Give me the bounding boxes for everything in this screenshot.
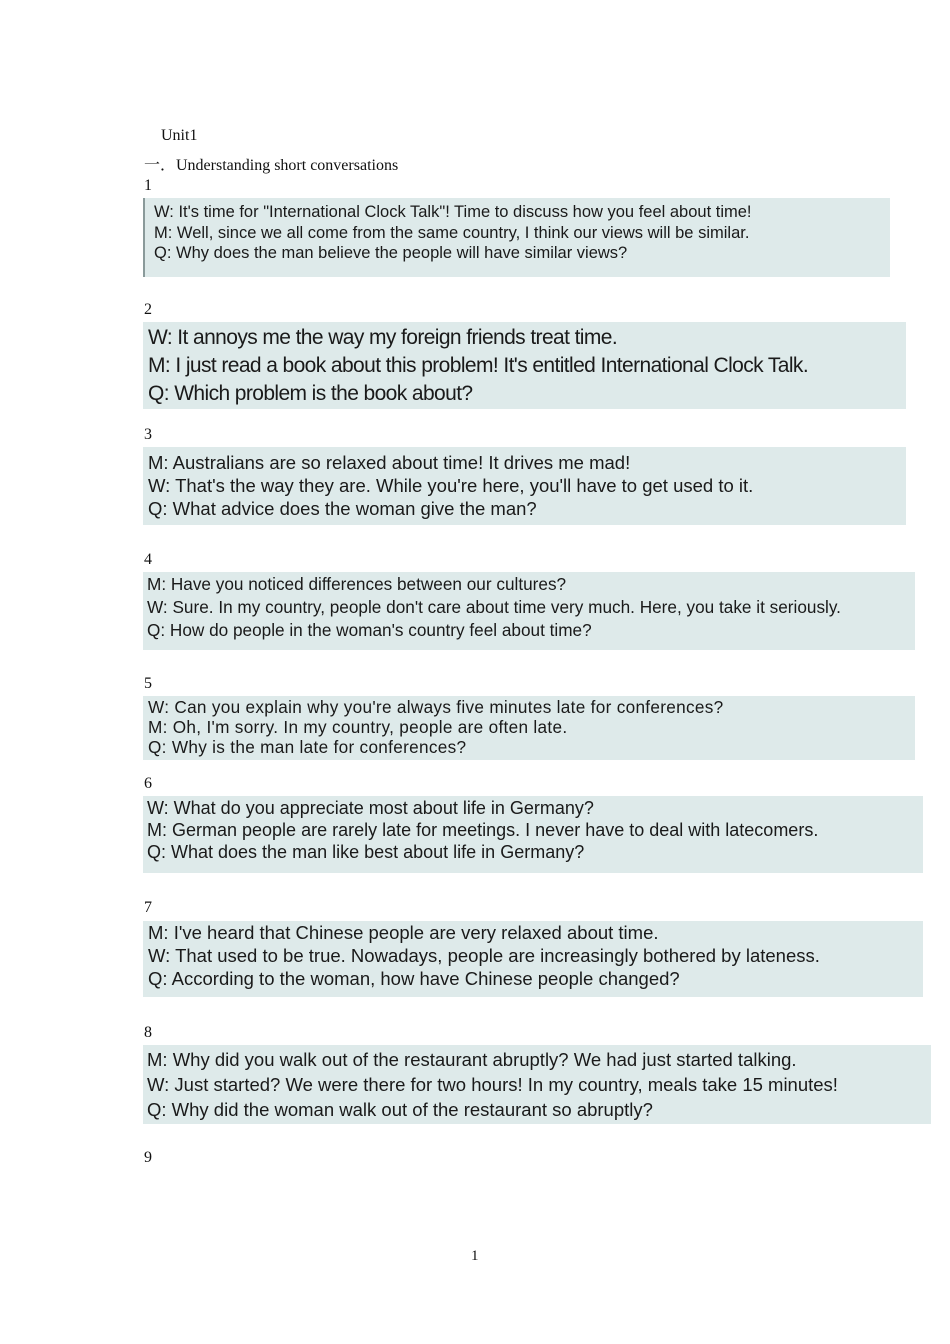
- dialogue-line: M: Have you noticed differences between our cultures?: [147, 574, 567, 594]
- dialogue-line: M: Why did you walk out of the restaurant abruptly? We had just started talking.: [147, 1049, 797, 1070]
- question-number: 4: [144, 551, 152, 568]
- conversation-box: [143, 921, 923, 997]
- conversation-box: [143, 447, 906, 525]
- dialogue-line: W: It annoys me the way my foreign friends treat time.: [148, 326, 618, 349]
- conversation-box: [143, 198, 890, 277]
- dialogue-line: M: German people are rarely late for meetings. I never have to deal with latecomers.: [147, 820, 819, 840]
- dialogue-line: M: I just read a book about this problem! It's entitled International Clock Talk.: [148, 354, 809, 377]
- dialogue-line: M: Well, since we all come from the same country, I think our views will be similar.: [154, 223, 750, 242]
- question-number: 9: [144, 1149, 152, 1166]
- dialogue-line: W: It's time for "International Clock Talk"! Time to discuss how you feel about time!: [154, 203, 752, 221]
- conversation-box: [143, 696, 915, 760]
- question-line: Q: What does the man like best about life in Germany?: [147, 842, 585, 862]
- dialogue-line: W: That's the way they are. While you're here, you'll have to get used to it.: [148, 475, 754, 496]
- dialogue-line: W: Can you explain why you're always five minutes late for conferences?: [148, 697, 724, 717]
- conversation-box: [143, 1045, 931, 1124]
- question-number: 7: [144, 899, 152, 916]
- section-heading: 一．Understanding short conversations: [144, 157, 399, 174]
- dialogue-line: M: I've heard that Chinese people are very relaxed about time.: [148, 922, 659, 943]
- question-line: Q: How do people in the woman's country feel about time?: [147, 620, 592, 640]
- page-number: 1: [471, 1248, 479, 1264]
- unit-title: Unit1: [161, 127, 198, 144]
- conversation-box: [143, 572, 915, 650]
- question-line: Q: Which problem is the book about?: [148, 382, 473, 405]
- question-line: Q: According to the woman, how have Chinese people changed?: [148, 968, 680, 989]
- conversation-box: [143, 322, 906, 409]
- dialogue-line: M: Australians are so relaxed about time! It drives me mad!: [148, 452, 631, 473]
- question-number: 1: [144, 177, 152, 194]
- question-number: 6: [144, 775, 152, 792]
- question-number: 3: [144, 426, 152, 443]
- question-number: 5: [144, 675, 152, 692]
- dialogue-line: W: Just started? We were there for two hours! In my country, meals take 15 minutes!: [147, 1074, 838, 1095]
- question-number: 8: [144, 1024, 152, 1041]
- dialogue-line: W: That used to be true. Nowadays, people are increasingly bothered by lateness.: [148, 945, 820, 966]
- question-line: Q: What advice does the woman give the man?: [148, 498, 537, 519]
- question-line: Q: Why is the man late for conferences?: [148, 737, 467, 757]
- dialogue-line: M: Oh, I'm sorry. In my country, people are often late.: [148, 717, 568, 737]
- dialogue-line: W: Sure. In my country, people don't care about time very much. Here, you take it seriously.: [147, 597, 841, 617]
- question-number: 2: [144, 301, 152, 318]
- question-line: Q: Why does the man believe the people will have similar views?: [154, 244, 628, 262]
- dialogue-line: W: What do you appreciate most about life in Germany?: [147, 798, 594, 818]
- conversation-box: [143, 796, 923, 873]
- question-line: Q: Why did the woman walk out of the restaurant so abruptly?: [147, 1099, 653, 1120]
